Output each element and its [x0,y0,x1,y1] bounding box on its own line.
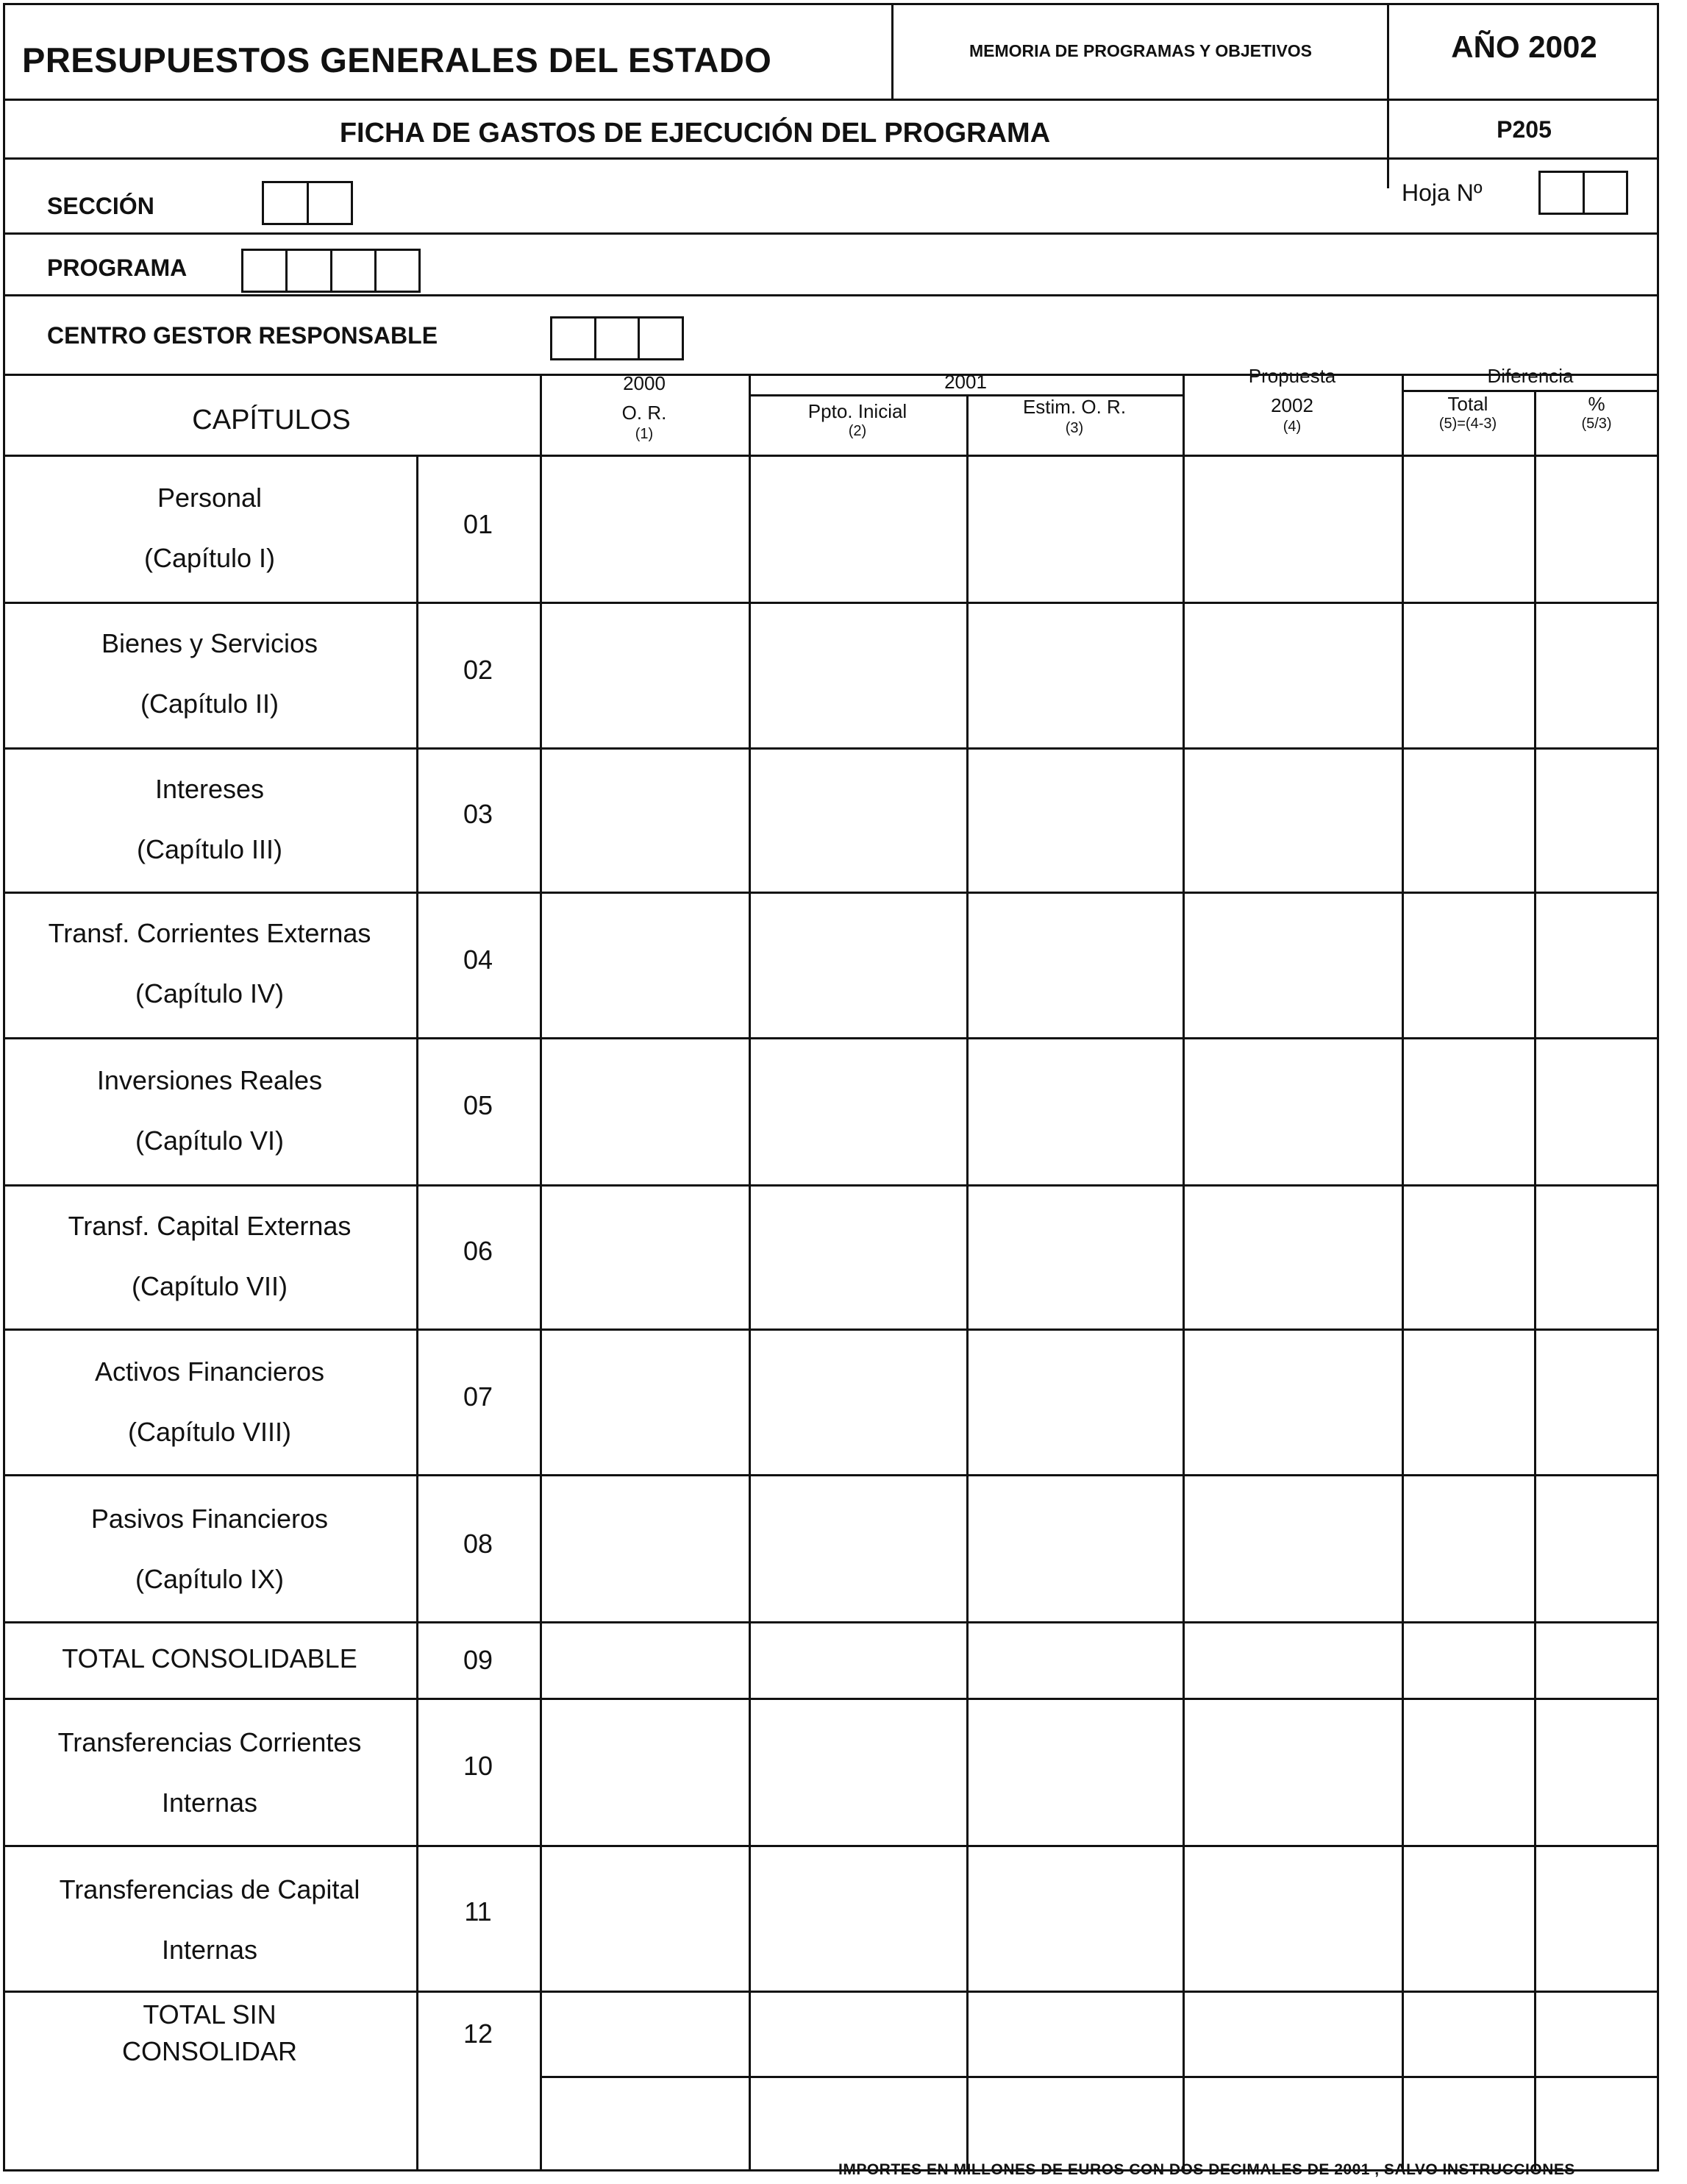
row-01-name: Personal (Capítulo I) [143,483,276,573]
centro-code-boxes[interactable] [550,316,684,360]
col-ppto-num: (2) [848,423,867,439]
ficha-title: FICHA DE GASTOS DE EJECUCIÓN DEL PROGRAMA [339,118,1051,149]
row-07-code: 07 [463,1381,493,1412]
col-diferencia-label: Diferencia [1487,365,1574,387]
col-2001-year: 2001 [944,371,987,393]
row-09-code: 09 [463,1645,493,1675]
col-total-num: (5)=(4-3) [1438,416,1497,432]
row-01-code: 01 [463,509,493,539]
col-pct-label: % [1588,393,1605,415]
row-06-code: 06 [463,1236,493,1266]
programa-label: PROGRAMA [47,255,188,281]
col-2000-num: (1) [635,426,654,442]
row-02-code: 02 [463,655,493,685]
col-2000-year: 2000 [623,372,666,394]
col-total-label: Total [1447,393,1488,415]
col-ppto-label: Ppto. Inicial [807,400,907,422]
memoria-label: MEMORIA DE PROGRAMAS Y OBJETIVOS [969,41,1313,60]
row-02-name: Bienes y Servicios (Capítulo II) [101,628,318,719]
row-05-name: Inversiones Reales (Capítulo VI) [96,1065,323,1156]
col-2000-or: O. R. [621,402,667,424]
col-estim-label: Estim. O. R. [1022,396,1127,418]
row-10-name: Transferencias Corrientes Internas [57,1727,362,1818]
row-04-code: 04 [463,945,493,975]
col-propuesta-num: (4) [1283,419,1302,435]
row-12-code: 12 [463,2018,493,2049]
seccion-code-boxes[interactable] [262,181,353,225]
col-estim-num: (3) [1065,420,1084,436]
centro-label: CENTRO GESTOR RESPONSABLE [47,322,438,349]
col-propuesta-label: Propuesta [1248,365,1336,387]
row-03-name: Intereses (Capítulo III) [136,774,283,864]
row-06-name: Transf. Capital Externas (Capítulo VII) [68,1211,352,1301]
footer-note: IMPORTES EN MILLONES DE EUROS CON DOS DECIMALES DE 2001 , SALVO INSTRUCCIONES [838,2161,1575,2178]
programa-code-boxes[interactable] [241,249,421,293]
row-07-name: Activos Financieros (Capítulo VIII) [94,1356,325,1447]
hoja-number-boxes[interactable] [1538,171,1628,215]
seccion-label: SECCIÓN [47,193,154,219]
row-08-name: Pasivos Financieros (Capítulo IX) [90,1504,329,1594]
form-code: P205 [1497,116,1552,143]
year-label: AÑO 2002 [1451,29,1597,64]
row-05-code: 05 [463,1090,493,1120]
row-10-code: 10 [463,1751,493,1781]
row-09-name: TOTAL CONSOLIDABLE [62,1643,357,1673]
row-11-code: 11 [464,1896,492,1927]
row-03-code: 03 [463,799,493,829]
row-11-name: Transferencias de Capital Internas [59,1874,360,1965]
row-12-name: TOTAL SIN CONSOLIDAR [121,1999,298,2066]
col-pct-num: (5/3) [1581,416,1612,432]
col-2002-year: 2002 [1271,394,1313,416]
hoja-label: Hoja Nº [1402,179,1483,206]
capitulos-header: CAPÍTULOS [192,405,351,435]
row-08-code: 08 [463,1529,493,1559]
row-04-name: Transf. Corrientes Externas (Capítulo IV) [48,918,371,1009]
form-title: PRESUPUESTOS GENERALES DEL ESTADO [22,40,772,79]
